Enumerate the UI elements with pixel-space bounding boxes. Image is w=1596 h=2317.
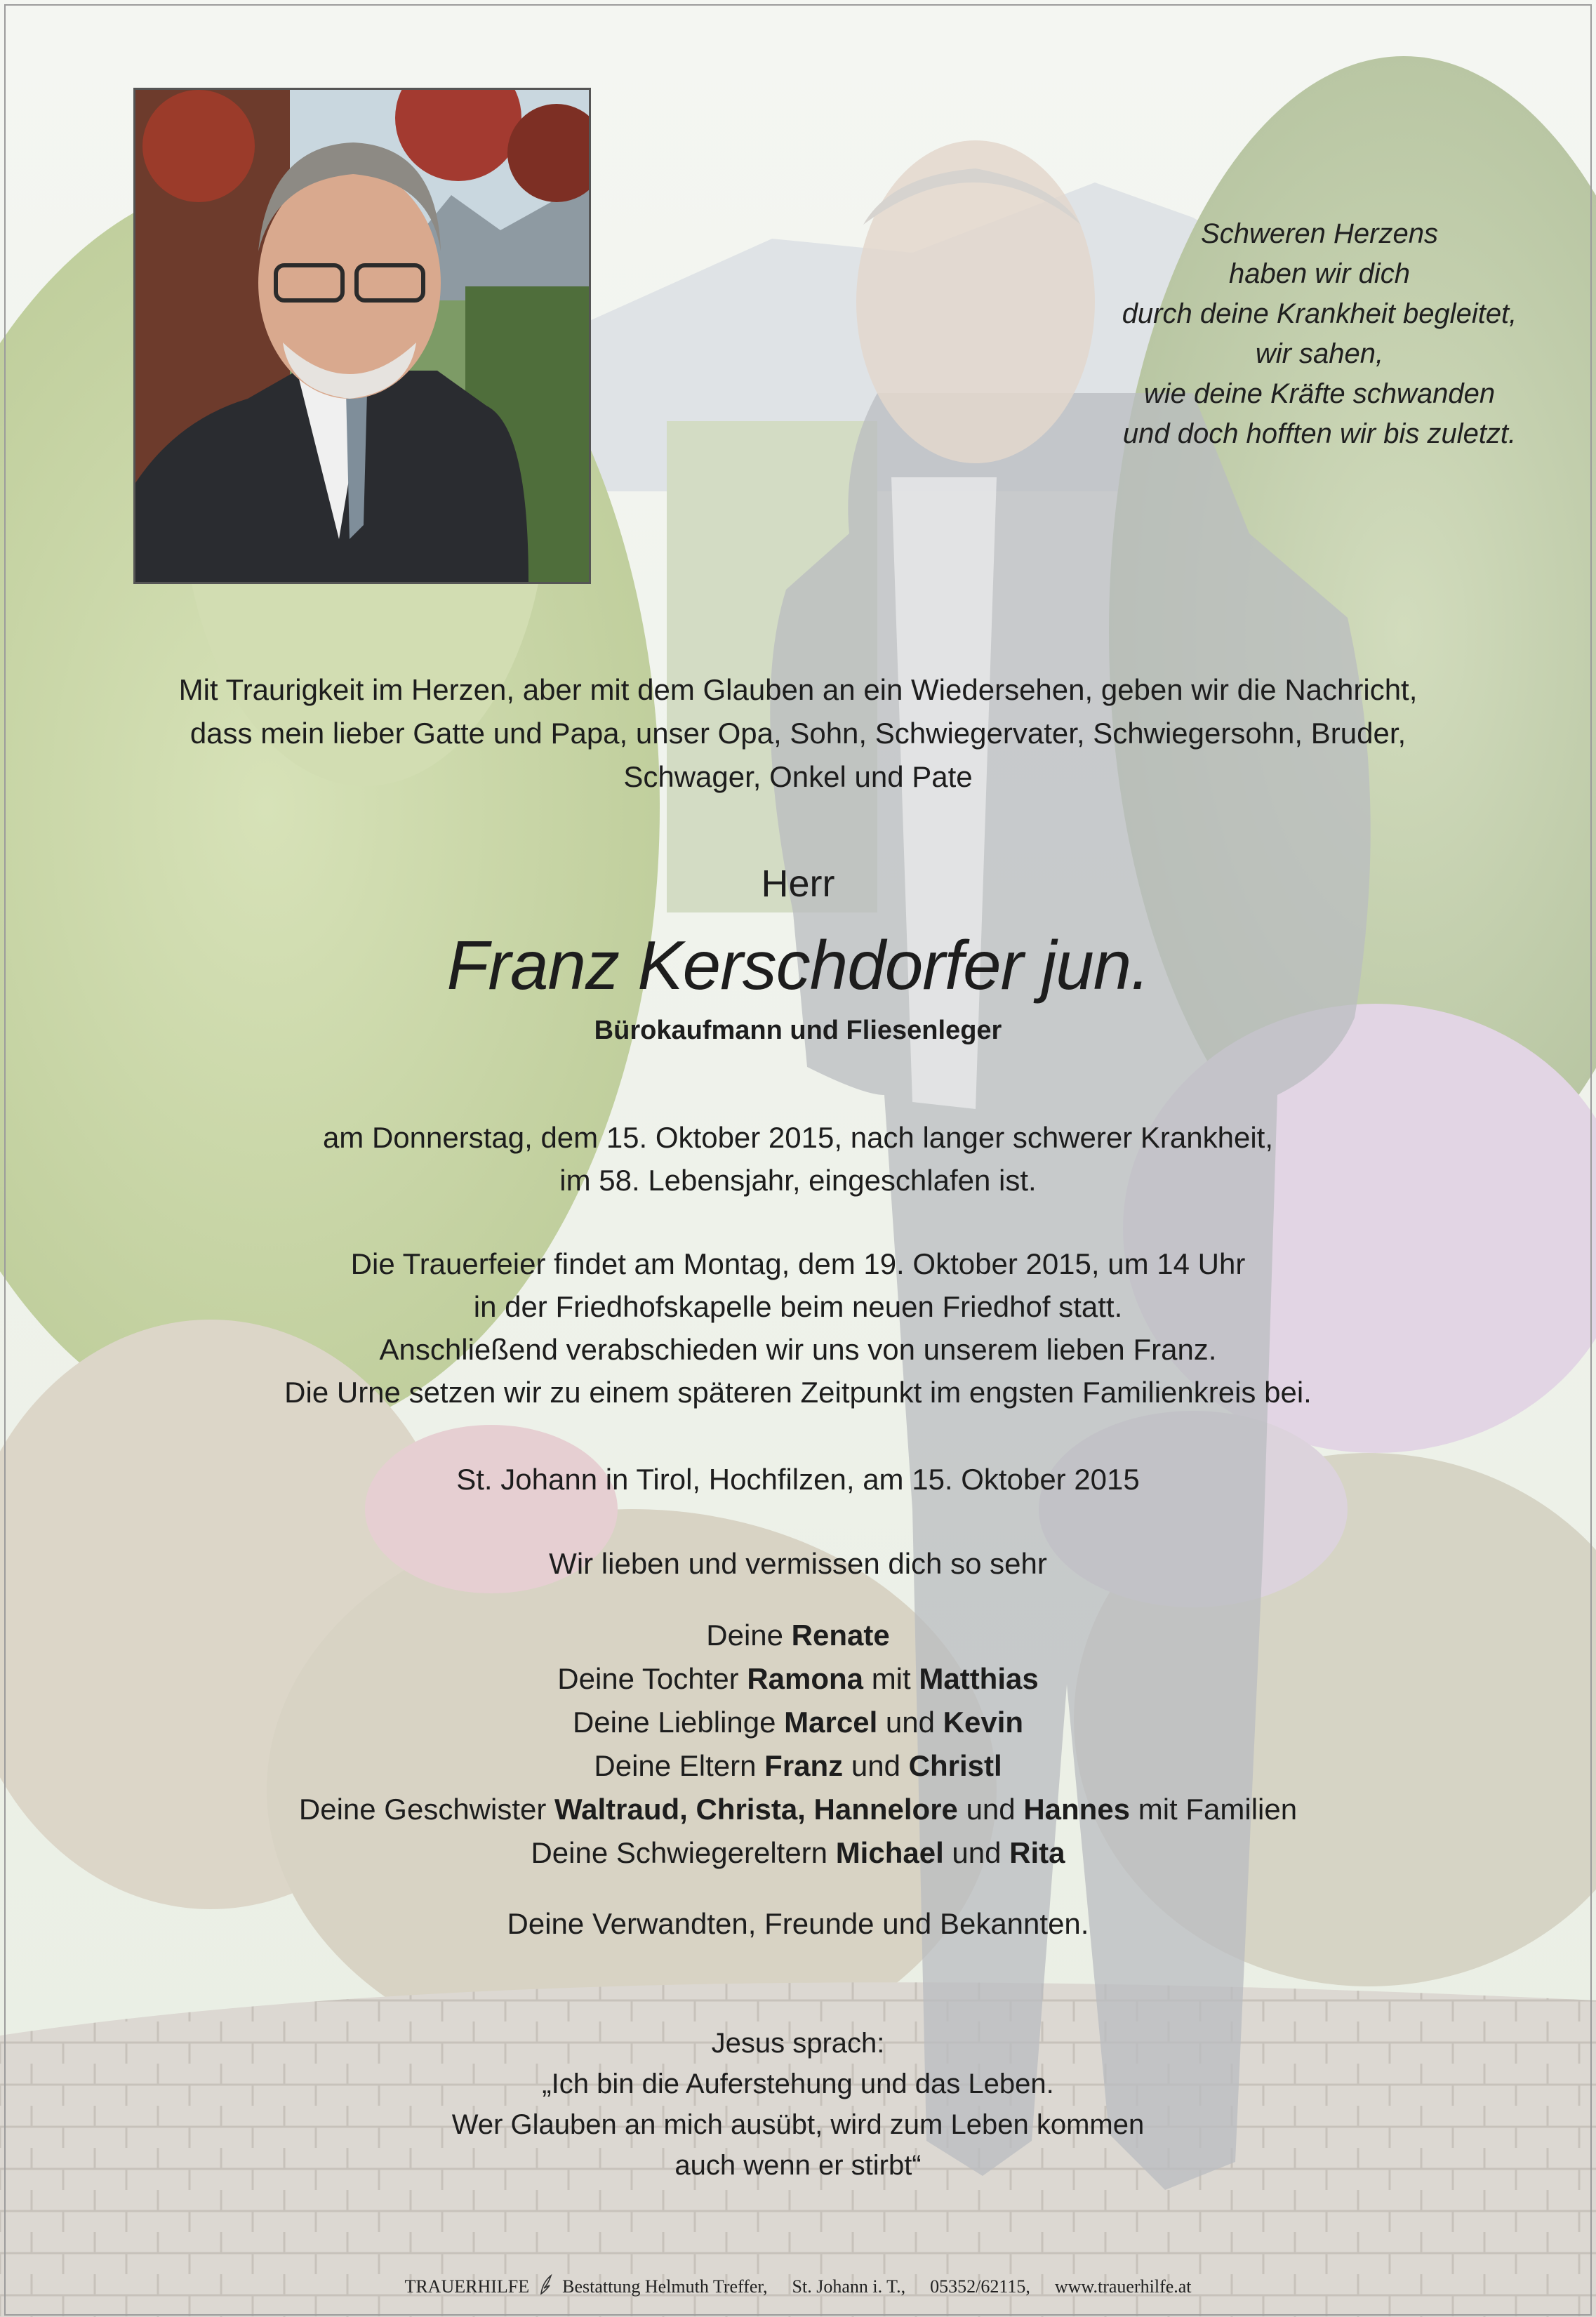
footer-phone: 05352/62115,	[930, 2276, 1030, 2297]
death-notice	[0, 1116, 1596, 1202]
family-line-prefix: Deine Schwiegereltern	[531, 1836, 836, 1869]
poem-line: Schweren Herzens	[1201, 218, 1438, 249]
family-list	[0, 1614, 1596, 1875]
family-line	[0, 1831, 1596, 1875]
ceremony-line: Anschließend verabschieden wir uns von unserem lieben Franz.	[379, 1333, 1217, 1366]
family-line	[0, 1657, 1596, 1701]
feather-logo-icon	[538, 2274, 554, 2302]
family-line	[0, 1701, 1596, 1744]
family-member-name: Hannes	[1023, 1793, 1131, 1826]
family-line-prefix: Deine	[706, 1619, 792, 1652]
family-line-prefix: Deine Tochter	[557, 1662, 747, 1695]
quote-line: „Ich bin die Auferstehung und das Leben.	[542, 2069, 1054, 2099]
quote-line: auch wenn er stirbt“	[674, 2150, 922, 2181]
family-member-name: Rita	[1009, 1836, 1065, 1869]
intro-line: dass mein lieber Gatte und Papa, unser Opa, Sohn, Schwiegervater, Schwiegersohn, Bruder,	[189, 717, 1407, 750]
family-line-connector: und	[943, 1836, 1010, 1869]
family-member-name: Franz	[764, 1749, 844, 1782]
intro-line: Schwager, Onkel und Pate	[623, 760, 973, 793]
family-line-connector: und	[957, 1793, 1024, 1826]
deceased-name: Franz Kerschdorfer jun.	[446, 927, 1150, 1004]
family-line	[0, 1788, 1596, 1831]
portrait-photo	[133, 88, 591, 584]
family-line-prefix: Deine Geschwister	[298, 1793, 555, 1826]
family-member-name: Renate	[791, 1619, 890, 1652]
family-member-name: Christl	[908, 1749, 1002, 1782]
family-member-name: Kevin	[943, 1706, 1024, 1739]
portrait-image	[135, 90, 589, 582]
poem-line: haben wir dich	[1229, 258, 1410, 289]
poem-line: durch deine Krankheit begleitet,	[1122, 298, 1517, 329]
ceremony-notice	[0, 1242, 1596, 1414]
intro-text	[0, 668, 1596, 799]
honorific: Herr	[761, 863, 835, 905]
family-line-connector: mit Familien	[1130, 1793, 1298, 1826]
intro-line: Mit Traurigkeit im Herzen, aber mit dem Glauben an ein Wiedersehen, geben wir die Nachricht,	[178, 673, 1418, 706]
poem	[1081, 214, 1558, 454]
bible-quote	[0, 2023, 1596, 2186]
family-line-connector: und	[877, 1706, 943, 1739]
relatives-line: Deine Verwandten, Freunde und Bekannten.	[507, 1907, 1089, 1940]
place-date: St. Johann in Tirol, Hochfilzen, am 15. Oktober 2015	[456, 1463, 1140, 1496]
footer-brand: TRAUERHILFE	[404, 2276, 530, 2297]
family-member-name: Marcel	[784, 1706, 878, 1739]
family-member-name: Matthias	[919, 1662, 1039, 1695]
profession: Bürokaufmann und Fliesenleger	[594, 1016, 1002, 1045]
quote-line: Jesus sprach:	[711, 2028, 885, 2059]
family-line	[0, 1744, 1596, 1788]
family-member-name: Michael	[835, 1836, 944, 1869]
ceremony-line: in der Friedhofskapelle beim neuen Friedhof statt.	[473, 1290, 1123, 1323]
ceremony-line: Die Trauerfeier findet am Montag, dem 19. Oktober 2015, um 14 Uhr	[350, 1247, 1246, 1280]
ceremony-line: Die Urne setzen wir zu einem späteren Zeitpunkt im engsten Familienkreis bei.	[284, 1376, 1312, 1409]
footer-company: Bestattung Helmuth Treffer,	[562, 2276, 768, 2297]
love-line: Wir lieben und vermissen dich so sehr	[549, 1547, 1047, 1580]
quote-line: Wer Glauben an mich ausübt, wird zum Leben kommen	[451, 2109, 1145, 2140]
poem-line: und doch hofften wir bis zuletzt.	[1122, 418, 1517, 449]
footer-town: St. Johann i. T.,	[792, 2276, 906, 2297]
death-line: im 58. Lebensjahr, eingeschlafen ist.	[559, 1164, 1037, 1197]
family-line-prefix: Deine Lieblinge	[572, 1706, 785, 1739]
family-line	[0, 1614, 1596, 1657]
family-member-name: Ramona	[747, 1662, 864, 1695]
family-line-prefix: Deine Eltern	[594, 1749, 765, 1782]
family-line-connector: und	[843, 1749, 909, 1782]
poem-line: wie deine Kräfte schwanden	[1143, 378, 1496, 409]
death-line: am Donnerstag, dem 15. Oktober 2015, nach langer schwerer Krankheit,	[322, 1121, 1274, 1154]
footer	[0, 2274, 1596, 2302]
poem-line: wir sahen,	[1255, 338, 1384, 369]
footer-web[interactable]: www.trauerhilfe.at	[1054, 2276, 1192, 2297]
family-member-name: Waltraud, Christa, Hannelore	[554, 1793, 958, 1826]
family-line-connector: mit	[863, 1662, 919, 1695]
